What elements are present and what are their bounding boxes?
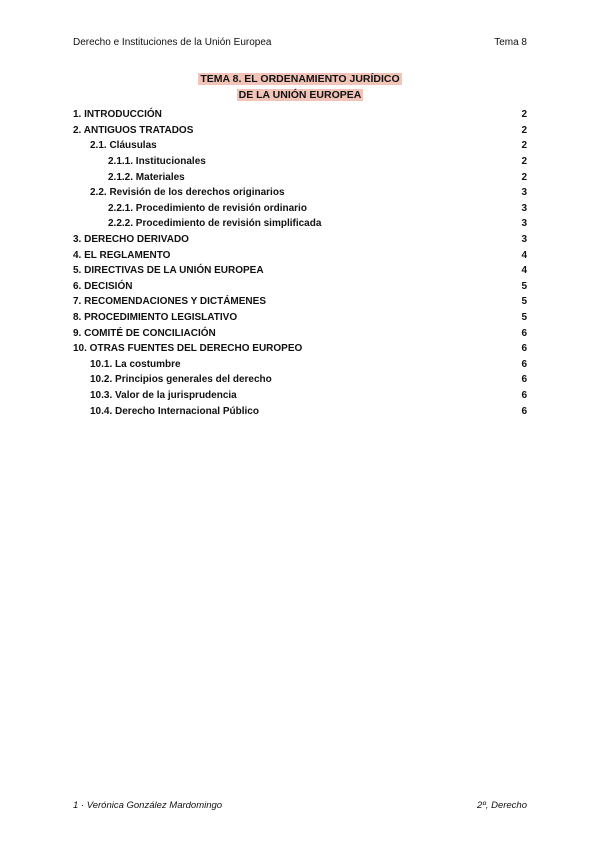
toc-entry[interactable]	[73, 154, 527, 170]
toc-entry-title: 7. RECOMENDACIONES Y DICTÁMENES	[73, 296, 266, 308]
toc-entry-page-number: 3	[521, 187, 527, 199]
toc-entry-title: 10.4. Derecho Internacional Público	[90, 405, 259, 417]
toc-entry[interactable]	[73, 279, 527, 295]
toc-entry-page-number: 2	[521, 171, 527, 183]
toc-entry[interactable]	[73, 388, 527, 404]
header-topic-number: Tema 8	[494, 36, 527, 48]
toc-entry-title: 2. ANTIGUOS TRATADOS	[73, 124, 194, 136]
toc-entry-page-number: 5	[521, 280, 527, 292]
toc-entry[interactable]	[73, 123, 527, 139]
toc-entry[interactable]	[73, 341, 527, 357]
toc-entry-title: 2.2.2. Procedimiento de revisión simplificada	[108, 218, 322, 230]
toc-entry[interactable]	[73, 232, 527, 248]
document-title	[0, 71, 600, 103]
toc-entry[interactable]	[73, 201, 527, 217]
toc-entry-page-number: 6	[521, 374, 527, 386]
toc-entry-title: 2.2.1. Procedimiento de revisión ordinario	[108, 202, 307, 214]
toc-entry[interactable]	[73, 325, 527, 341]
toc-entry-title: 10. OTRAS FUENTES DEL DERECHO EUROPEO	[73, 343, 303, 355]
toc-entry-title: 10.1. La costumbre	[90, 358, 181, 370]
toc-entry-page-number: 4	[521, 249, 527, 261]
toc-entry[interactable]	[73, 310, 527, 326]
table-of-contents	[73, 107, 527, 419]
toc-entry-page-number: 3	[521, 202, 527, 214]
title-line-1: TEMA 8. EL ORDENAMIENTO JURÍDICO	[200, 73, 400, 85]
toc-entry-title: 6. DECISIÓN	[73, 280, 133, 292]
toc-entry[interactable]	[73, 357, 527, 373]
toc-entry-title: 4. EL REGLAMENTO	[73, 249, 171, 261]
toc-entry[interactable]	[73, 107, 527, 123]
toc-entry[interactable]	[73, 247, 527, 263]
toc-entry-page-number: 6	[521, 405, 527, 417]
toc-entry[interactable]	[73, 294, 527, 310]
title-line-2: DE LA UNIÓN EUROPEA	[238, 89, 362, 101]
toc-entry-page-number: 5	[521, 296, 527, 308]
toc-entry-page-number: 2	[521, 109, 527, 121]
toc-entry-page-number: 3	[521, 218, 527, 230]
toc-entry-page-number: 6	[521, 343, 527, 355]
toc-entry[interactable]	[73, 216, 527, 232]
toc-entry-page-number: 2	[521, 156, 527, 168]
toc-entry-page-number: 6	[521, 389, 527, 401]
toc-entry-title: 2.1. Cláusulas	[90, 140, 157, 152]
toc-entry-title: 1. INTRODUCCIÓN	[73, 109, 162, 121]
toc-entry-page-number: 3	[521, 234, 527, 246]
toc-entry-page-number: 5	[521, 312, 527, 324]
toc-entry-page-number: 4	[521, 265, 527, 277]
toc-entry-title: 8. PROCEDIMIENTO LEGISLATIVO	[73, 312, 238, 324]
toc-entry-title: 10.2. Principios generales del derecho	[90, 374, 272, 386]
footer-author: 1 · Verónica González Mardomingo	[73, 799, 223, 811]
footer-course: 2º, Derecho	[477, 799, 527, 811]
toc-entry-page-number: 2	[521, 124, 527, 136]
toc-entry-page-number: 6	[521, 327, 527, 339]
toc-entry[interactable]	[73, 185, 527, 201]
page-header	[73, 34, 527, 50]
header-course-title: Derecho e Instituciones de la Unión Europea	[73, 36, 272, 48]
toc-entry[interactable]	[73, 403, 527, 419]
page-footer	[73, 798, 527, 812]
toc-entry[interactable]	[73, 372, 527, 388]
toc-entry-title: 10.3. Valor de la jurisprudencia	[90, 389, 237, 401]
toc-entry-page-number: 2	[521, 140, 527, 152]
toc-entry-page-number: 6	[521, 358, 527, 370]
toc-entry-title: 2.2. Revisión de los derechos originarios	[90, 187, 285, 199]
toc-entry-title: 2.1.1. Institucionales	[108, 156, 206, 168]
toc-entry[interactable]	[73, 169, 527, 185]
toc-entry-title: 9. COMITÉ DE CONCILIACIÓN	[73, 327, 216, 339]
toc-entry[interactable]	[73, 138, 527, 154]
toc-entry[interactable]	[73, 263, 527, 279]
toc-entry-title: 2.1.2. Materiales	[108, 171, 185, 183]
toc-entry-title: 3. DERECHO DERIVADO	[73, 234, 189, 246]
toc-entry-title: 5. DIRECTIVAS DE LA UNIÓN EUROPEA	[73, 265, 264, 277]
